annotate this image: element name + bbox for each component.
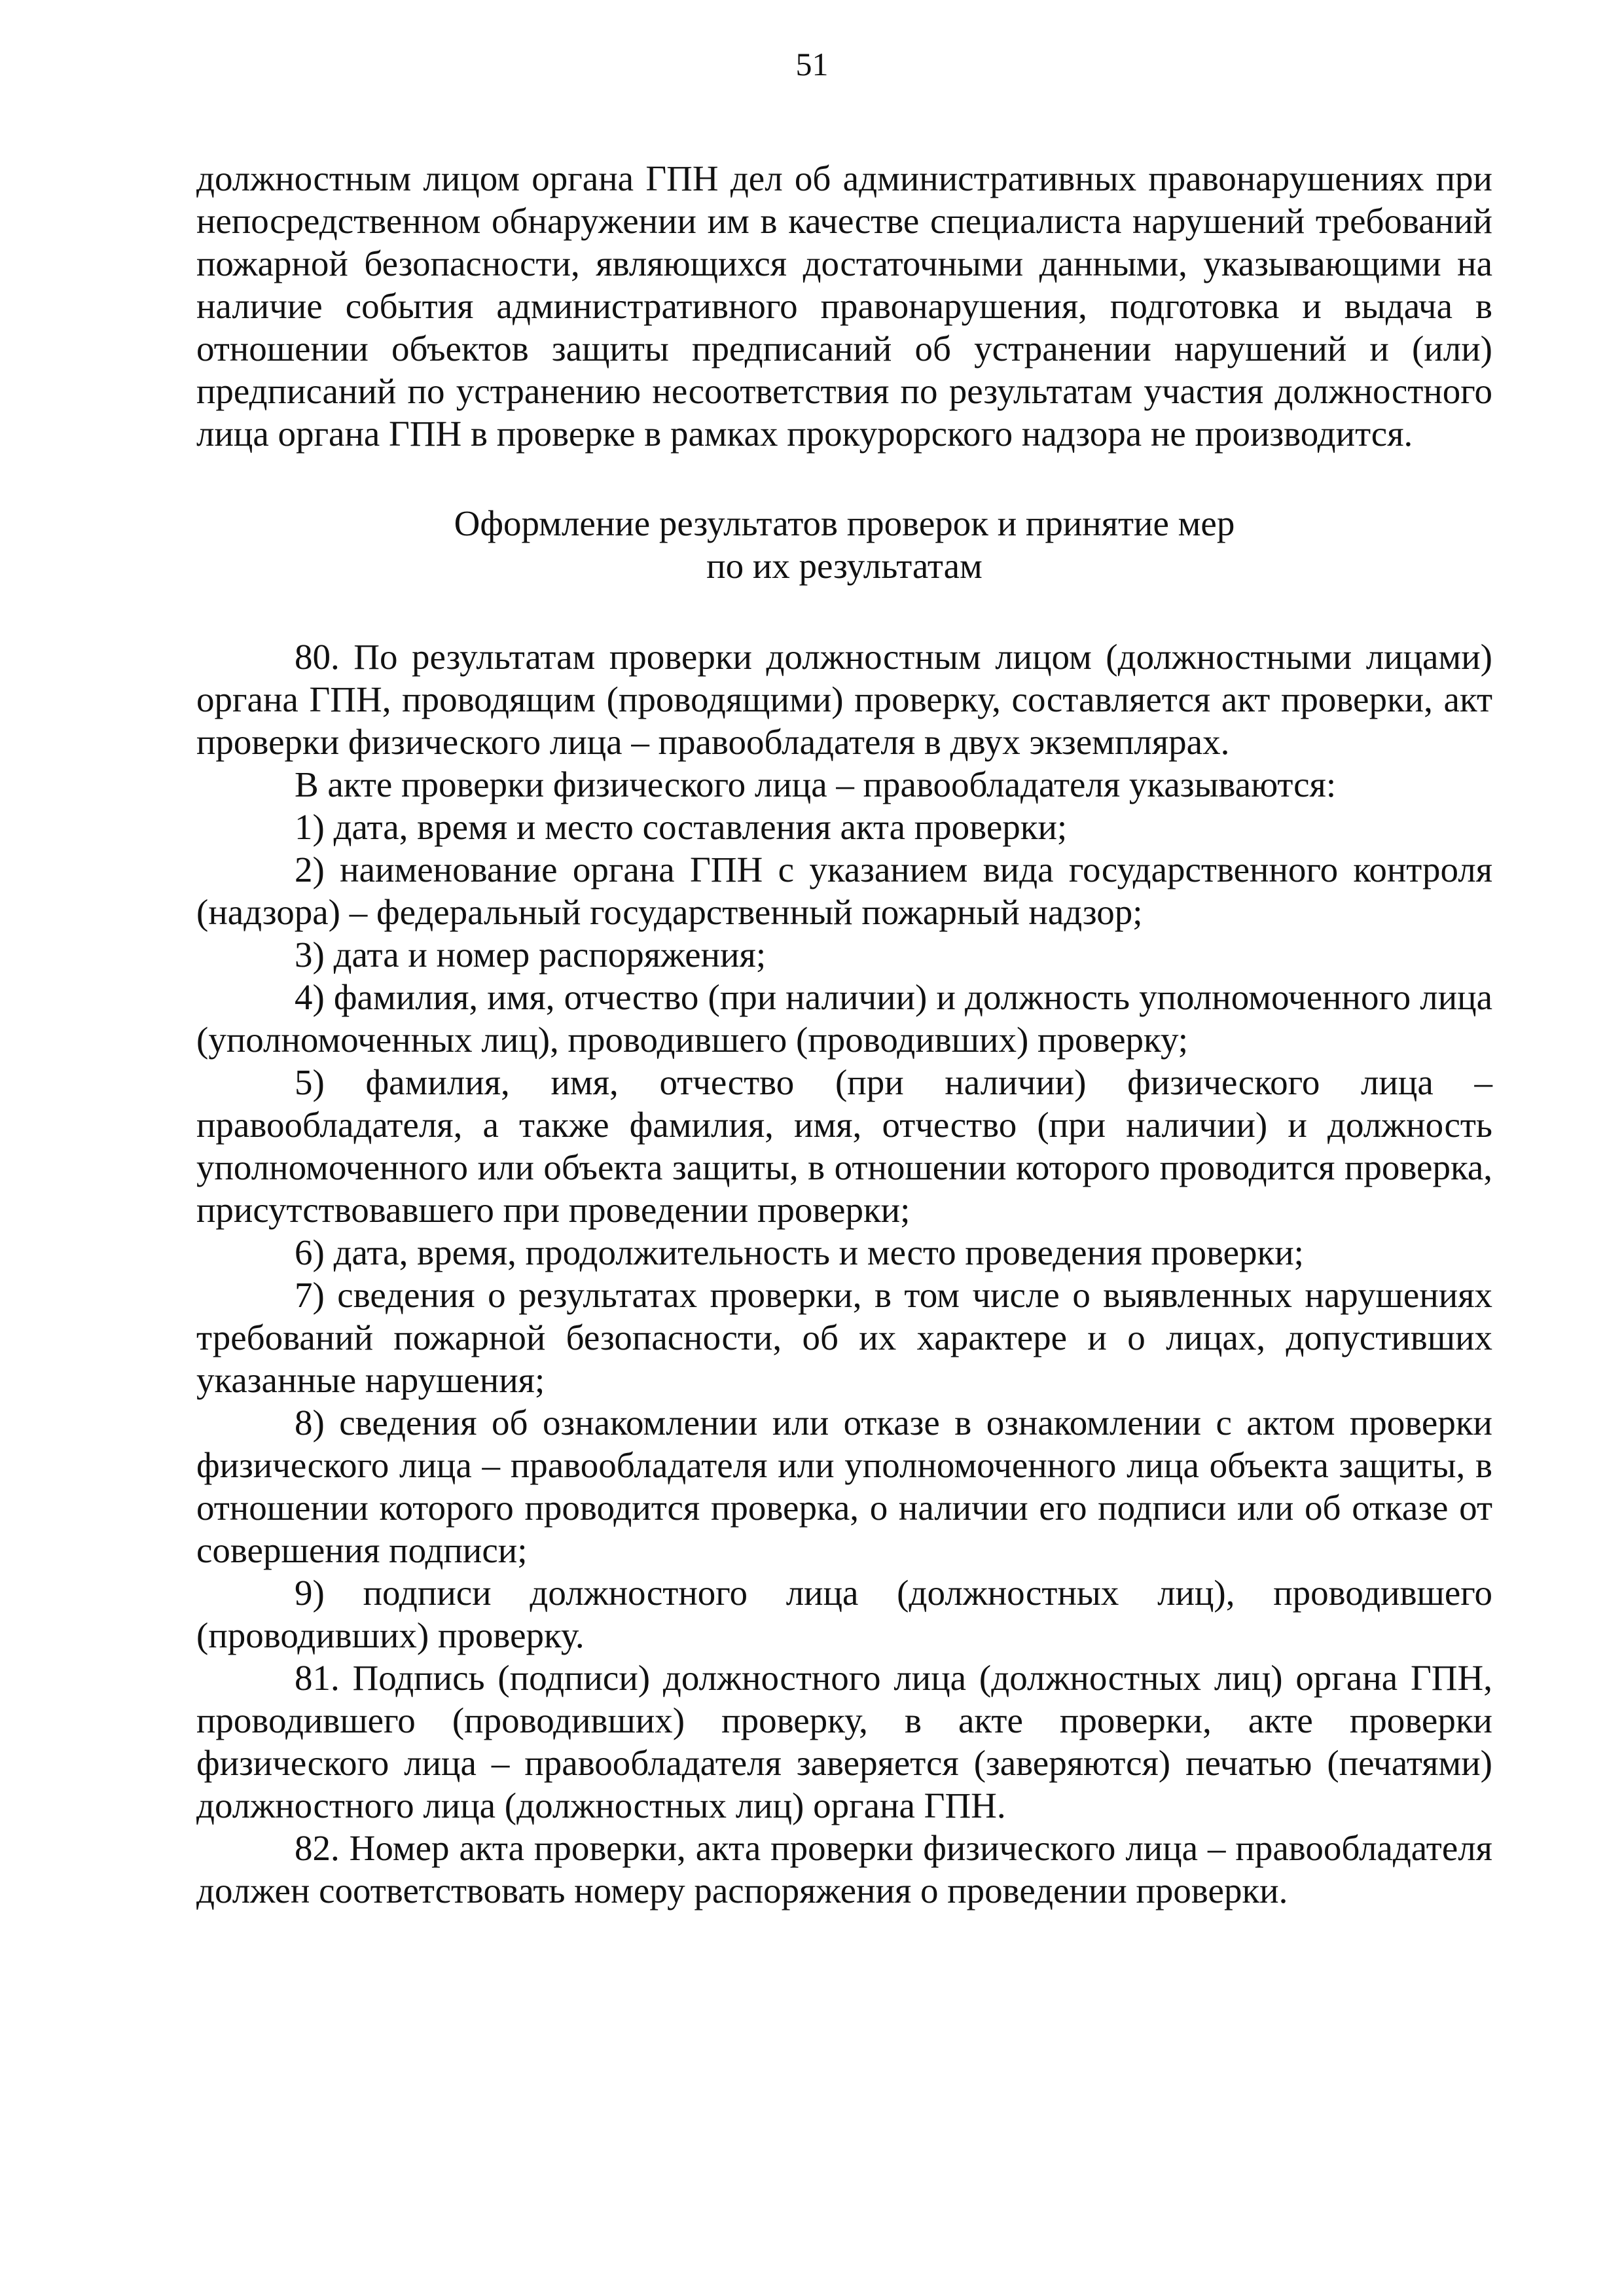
list-item-3: 3) дата и номер распоряжения; (295, 935, 767, 975)
section-heading-line-2: по их результатам (706, 546, 983, 586)
list-item-1: 1) дата, время и место составления акта проверки; (295, 807, 1068, 847)
intro-paragraph: должностным лицом органа ГПН дел об административных правонарушениях при непосредственном обнаружении им в качестве специалиста нарушений требований пожарной безопасности, являющихся достаточными данными, указывающими на наличие события административного правонарушения, подготовка и выдача в отношении объектов защиты предписаний об устранении нарушений и (или) предписаний по устранению несоответствия по результатам участия должностного лица органа ГПН в проверке в рамках прокурорского надзора не производится. (196, 158, 1492, 454)
paragraph-82: 82. Номер акта проверки, акта проверки физического лица – правообладателя должен соответствовать номеру распоряжения о проведении проверки. (196, 1828, 1492, 1910)
act-contents-intro: В акте проверки физического лица – правообладателя указываются: (295, 764, 1337, 804)
list-item-8: 8) сведения об ознакомлении или отказе в ознакомлении с актом проверки физического лица – правообладателя или уполномоченного лица объекта защиты, в отношении которого проводится проверка, о наличии его подписи или об отказе от совершения подписи; (196, 1403, 1492, 1570)
list-item-9: 9) подписи должностного лица (должностных лиц), проводившего (проводивших) проверку. (196, 1573, 1492, 1655)
section-heading-line-1: Оформление результатов проверок и принятие мер (454, 503, 1235, 543)
list-item-7: 7) сведения о результатах проверки, в том числе о выявленных нарушениях требований пожарной безопасности, об их характере и о лицах, допустивших указанные нарушения; (196, 1275, 1492, 1400)
list-item-5: 5) фамилия, имя, отчество (при наличии) физического лица – правообладателя, а также фамилия, имя, отчество (при наличии) и должность уполномоченного или объекта защиты, в отношении которого проводится проверка, присутствовавшего при проведении проверки; (196, 1062, 1492, 1230)
paragraph-81: 81. Подпись (подписи) должностного лица (должностных лиц) органа ГПН, проводившего (проводивших) проверку, в акте проверки, акте проверки физического лица – правообладателя заверяется (заверяются) печатью (печатями) должностного лица (должностных лиц) органа ГПН. (196, 1658, 1492, 1825)
document-body (196, 157, 1492, 1912)
page-number: 51 (795, 46, 829, 82)
list-item-6: 6) дата, время, продолжительность и место проведения проверки; (295, 1232, 1304, 1272)
section-heading (196, 502, 1492, 587)
list-item-2: 2) наименование органа ГПН с указанием вида государственного контроля (надзора) – федеральный государственный пожарный надзор; (196, 850, 1492, 932)
paragraph-80: 80. По результатам проверки должностным лицом (должностными лицами) органа ГПН, проводящим (проводящими) проверку, составляется акт проверки, акт проверки физического лица – правообладателя в двух экземплярах. (196, 637, 1492, 762)
list-item-4: 4) фамилия, имя, отчество (при наличии) и должность уполномоченного лица (уполномоченных лиц), проводившего (проводивших) проверку; (196, 977, 1492, 1060)
